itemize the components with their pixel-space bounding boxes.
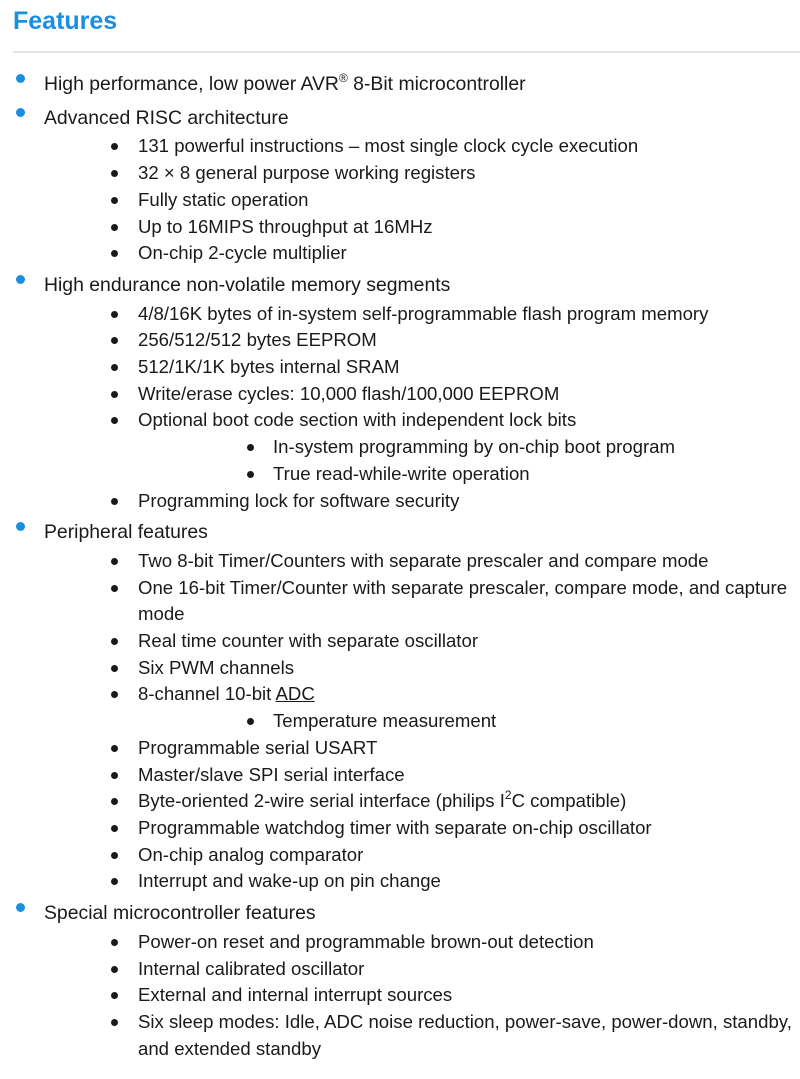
sub-list <box>138 708 800 735</box>
adc-link[interactable]: ADC <box>275 683 315 705</box>
section-title <box>44 267 800 301</box>
list-item <box>44 160 800 187</box>
list-item <box>44 929 800 956</box>
list-item <box>44 548 800 575</box>
item-label: True read-while-write operation <box>273 462 530 484</box>
bullet-icon <box>16 903 25 912</box>
bullet-icon <box>111 337 118 344</box>
bullet-icon <box>111 939 118 946</box>
bullet-icon <box>111 1019 118 1026</box>
item-label: Six sleep modes: Idle, ADC noise reduction, power-save, power-down, standby, and extended standby <box>138 1010 792 1059</box>
item-text <box>273 434 800 461</box>
list-item <box>44 301 800 328</box>
item-label: Temperature measurement <box>273 710 497 732</box>
list-item <box>44 842 800 869</box>
bullet-icon <box>16 522 25 531</box>
item-text <box>138 628 800 655</box>
item-label: Fully static operation <box>138 188 309 210</box>
item-label: Special microcontroller features <box>44 902 316 925</box>
item-text <box>138 655 800 682</box>
bullet-icon <box>111 798 118 805</box>
item-label: High endurance non-volatile memory segments <box>44 273 451 296</box>
item-label: On-chip analog comparator <box>138 843 364 865</box>
bullet-icon <box>111 691 118 698</box>
bullet-icon <box>111 638 118 645</box>
list-item <box>44 815 800 842</box>
bullet-icon <box>111 665 118 672</box>
item-label: High performance, low power AVR <box>44 73 339 95</box>
list-item <box>44 327 800 354</box>
section-title <box>44 100 800 134</box>
bullet-icon <box>111 852 118 859</box>
bullet-icon <box>111 224 118 231</box>
title-divider <box>13 51 800 53</box>
item-text <box>138 788 800 815</box>
item-label: Interrupt and wake-up on pin change <box>138 870 441 892</box>
bullet-icon <box>111 250 118 257</box>
item-label: Programming lock for software security <box>138 489 460 511</box>
item-label: One 16-bit Timer/Counter with separate prescaler, compare mode, and capture mode <box>138 576 788 625</box>
item-text <box>138 842 800 869</box>
item-text <box>273 708 800 735</box>
item-text <box>138 1009 800 1062</box>
item-label: Write/erase cycles: 10,000 flash/100,000 EEPROM <box>138 382 560 404</box>
list-item <box>44 1009 800 1062</box>
item-text <box>138 160 800 187</box>
item-text <box>138 214 800 241</box>
feature-section <box>0 100 800 267</box>
item-text <box>138 929 800 956</box>
item-label: In-system programming by on-chip boot program <box>273 436 675 458</box>
section-title <box>44 895 800 929</box>
list-item <box>44 133 800 160</box>
page-title: Features <box>13 7 118 35</box>
section-title <box>44 66 800 100</box>
item-text <box>138 982 800 1009</box>
item-label: Real time counter with separate oscillator <box>138 630 479 652</box>
sub-list <box>44 548 800 895</box>
sub-list <box>44 929 800 1063</box>
item-text <box>138 240 800 267</box>
bullet-icon <box>111 992 118 999</box>
item-label: 256/512/512 bytes EEPROM <box>138 329 377 351</box>
item-label: Master/slave SPI serial interface <box>138 763 405 785</box>
bullet-icon <box>111 417 118 424</box>
bullet-icon <box>111 311 118 318</box>
bullet-icon <box>111 170 118 177</box>
bullet-icon <box>111 391 118 398</box>
bullet-icon <box>111 772 118 779</box>
item-label: 4/8/16K bytes of in-system self-programmable flash program memory <box>138 302 709 324</box>
bullet-icon <box>111 197 118 204</box>
list-item <box>44 488 800 515</box>
item-text <box>138 301 800 328</box>
item-label: External and internal interrupt sources <box>138 984 453 1006</box>
item-text <box>138 187 800 214</box>
item-text <box>138 548 800 575</box>
item-label: Peripheral features <box>44 521 208 544</box>
bullet-icon <box>111 364 118 371</box>
item-text <box>138 575 800 628</box>
list-item <box>44 681 800 734</box>
item-text <box>138 681 800 708</box>
bullet-icon <box>16 74 25 83</box>
features-list <box>0 66 800 1062</box>
item-text <box>138 762 800 789</box>
list-item <box>44 407 800 487</box>
item-label: Byte-oriented 2-wire serial interface (philips I <box>138 790 505 812</box>
bullet-icon <box>16 108 25 117</box>
item-label: 32 × 8 general purpose working registers <box>138 162 476 184</box>
item-text <box>138 815 800 842</box>
list-item <box>44 762 800 789</box>
list-item <box>44 354 800 381</box>
item-text <box>138 327 800 354</box>
item-label: Programmable watchdog timer with separate on-chip oscillator <box>138 816 652 838</box>
feature-section <box>0 66 800 100</box>
list-item <box>44 956 800 983</box>
feature-section <box>0 895 800 1062</box>
sub-list <box>138 434 800 487</box>
section-title <box>44 514 800 548</box>
feature-section <box>0 514 800 895</box>
list-item <box>44 628 800 655</box>
item-label: Advanced RISC architecture <box>44 106 289 129</box>
item-label: Up to 16MIPS throughput at 16MHz <box>138 215 433 237</box>
list-item <box>138 708 800 735</box>
bullet-icon <box>247 471 254 478</box>
item-label: Internal calibrated oscillator <box>138 957 365 979</box>
item-text <box>138 354 800 381</box>
list-item <box>44 655 800 682</box>
bullet-icon <box>247 444 254 451</box>
item-text <box>273 461 800 488</box>
superscript: ® <box>338 71 348 85</box>
item-label: C compatible) <box>511 790 627 812</box>
list-item <box>44 735 800 762</box>
item-label: 8-channel 10-bit <box>138 683 276 705</box>
list-item <box>44 187 800 214</box>
list-item <box>44 868 800 895</box>
bullet-icon <box>111 558 118 565</box>
item-label: 131 powerful instructions – most single clock cycle execution <box>138 135 639 157</box>
item-text <box>138 407 800 434</box>
list-item <box>44 575 800 628</box>
item-label: 8-Bit microcontroller <box>347 73 526 95</box>
feature-section <box>0 267 800 514</box>
bullet-icon <box>111 498 118 505</box>
item-text <box>138 133 800 160</box>
bullet-icon <box>111 966 118 973</box>
item-label: Optional boot code section with independent lock bits <box>138 409 577 431</box>
list-item <box>44 381 800 408</box>
item-label: Six PWM channels <box>138 656 295 678</box>
item-text <box>138 381 800 408</box>
bullet-icon <box>111 143 118 150</box>
list-item <box>44 214 800 241</box>
sub-list <box>44 133 800 267</box>
item-label: Two 8-bit Timer/Counters with separate prescaler and compare mode <box>138 549 709 571</box>
list-item <box>44 788 800 815</box>
item-text <box>138 868 800 895</box>
item-text <box>138 488 800 515</box>
item-text <box>138 956 800 983</box>
item-label: On-chip 2-cycle multiplier <box>138 242 347 264</box>
list-item <box>44 240 800 267</box>
bullet-icon <box>247 718 254 725</box>
bullet-icon <box>16 275 25 284</box>
item-label: Programmable serial USART <box>138 736 378 758</box>
list-item <box>138 461 800 488</box>
bullet-icon <box>111 825 118 832</box>
item-text <box>138 735 800 762</box>
sub-list <box>44 301 800 515</box>
bullet-icon <box>111 745 118 752</box>
list-item <box>44 982 800 1009</box>
bullet-icon <box>111 585 118 592</box>
bullet-icon <box>111 878 118 885</box>
superscript: 2 <box>504 788 512 803</box>
list-item <box>138 434 800 461</box>
item-label: Power-on reset and programmable brown-out detection <box>138 930 594 952</box>
item-label: 512/1K/1K bytes internal SRAM <box>138 356 400 378</box>
